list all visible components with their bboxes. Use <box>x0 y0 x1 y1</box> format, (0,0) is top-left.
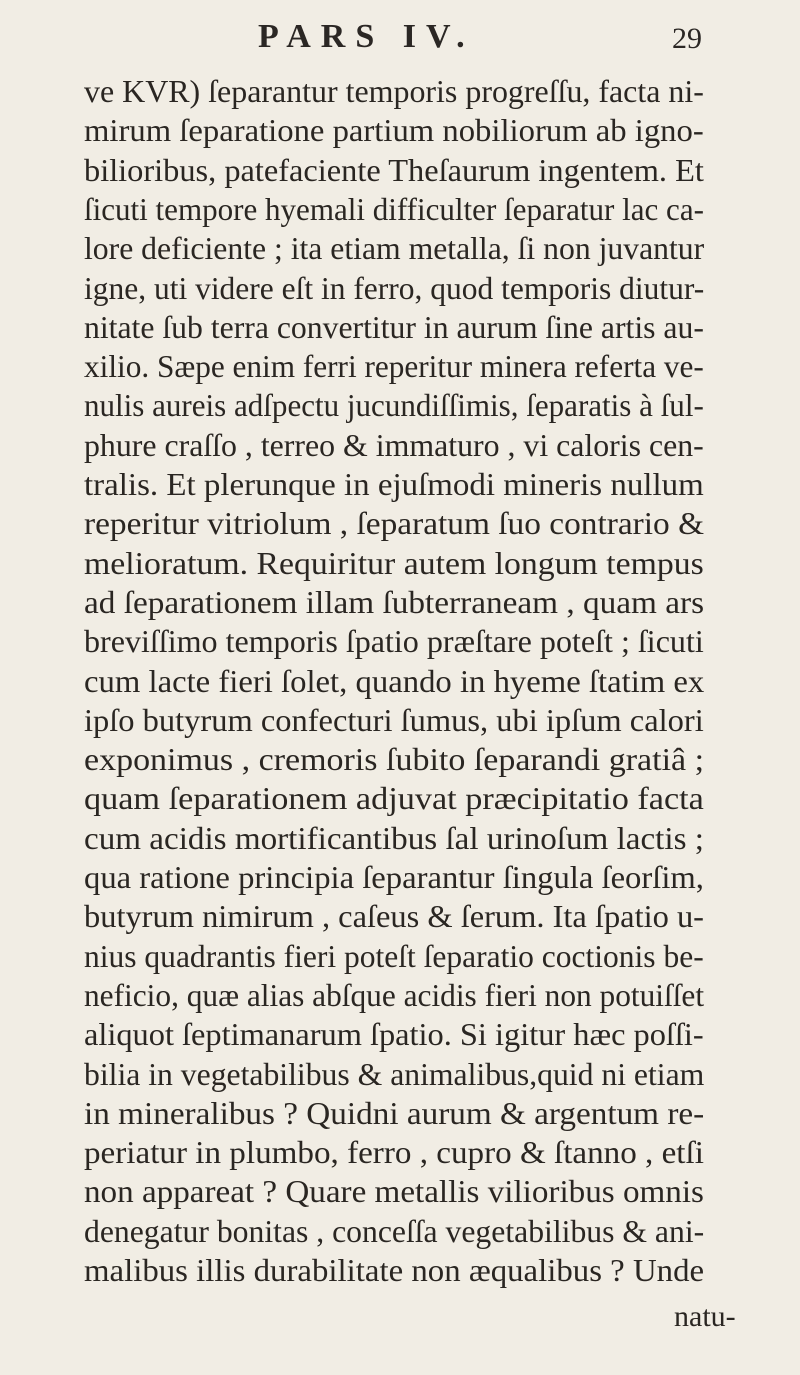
text-line: in mineralibus ? Quidni aurum & argentum re- <box>84 1094 705 1131</box>
text-line: cum acidis mortificantibus ſal urinoſum lactis ; <box>84 819 704 856</box>
text-line: cum lacte fieri ſolet, quando in hyeme ſtatim ex <box>84 662 705 699</box>
text-line: non appareat ? Quare metallis vilioribus omnis <box>84 1173 704 1210</box>
page-number: 29 <box>672 22 702 55</box>
page-header <box>0 6 800 66</box>
text-line: neficio, quæ alias abſque acidis fieri non potuiſſet <box>84 976 705 1013</box>
text-line: igne, uti videre eſt in ferro, quod temporis diutur- <box>84 269 705 306</box>
text-line: ſicuti tempore hyemali difficulter ſeparatur lac ca- <box>84 190 704 227</box>
text-line: bilioribus, patefaciente Theſaurum ingentem. Et <box>84 151 704 188</box>
text-line: bilia in vegetabilibus & animalibus,quid ni etiam <box>84 1055 705 1092</box>
text-line: nius quadrantis fieri poteſt ſeparatio coctionis be- <box>84 937 704 974</box>
text-line: ve KVR) ſeparantur temporis progreſſu, facta ni- <box>84 73 704 109</box>
text-line: nitate ſub terra convertitur in aurum ſine artis au- <box>84 308 704 345</box>
text-line: phure craſſo , terreo & immaturo , vi caloris cen- <box>84 426 704 463</box>
text-line: mirum ſeparatione partium nobiliorum ab igno- <box>84 112 704 149</box>
text-line: breviſſimo temporis ſpatio præſtare poteſt ; ſicuti <box>84 623 704 660</box>
text-line: nulis aureis adſpectu jucundiſſimis, ſeparatis à ſul- <box>84 387 704 424</box>
text-line: lore deficiente ; ita etiam metalla, ſi non juvantur <box>84 230 705 267</box>
text-line: tralis. Et plerunque in ejuſmodi mineris nullum <box>84 466 704 502</box>
text-line: xilio. Sæpe enim ferri reperitur minera referta ve- <box>84 348 704 385</box>
text-line: reperitur vitriolum , ſeparatum ſuo contrario & <box>84 505 705 542</box>
text-line: ipſo butyrum confecturi ſumus, ubi ipſum calori <box>84 701 704 738</box>
text-line: qua ratione principia ſeparantur ſingula ſeorſim, <box>84 859 704 895</box>
text-line: ad ſeparationem illam ſubterraneam , quam ars <box>84 583 705 620</box>
text-line: periatur in plumbo, ferro , cupro & ſtanno , etſi <box>84 1134 704 1171</box>
text-line: aliquot ſeptimanarum ſpatio. Si igitur hæc poſſi- <box>84 1016 704 1053</box>
catchword: natu- <box>674 1300 736 1333</box>
text-line: malibus illis durabilitate non æqualibus ? Unde <box>84 1252 705 1288</box>
running-head: PARS IV. <box>258 18 475 55</box>
text-line: denegatur bonitas , conceſſa vegetabilibus & ani- <box>84 1212 705 1249</box>
text-line: exponimus , cremoris ſubito ſeparandi gratiâ ; <box>84 741 705 778</box>
text-line: butyrum nimirum , caſeus & ſerum. Ita ſpatio u- <box>84 898 704 935</box>
text-line: quam ſeparationem adjuvat præcipitatio facta <box>84 780 704 817</box>
text-line: melioratum. Requiritur autem longum tempus <box>84 544 704 581</box>
